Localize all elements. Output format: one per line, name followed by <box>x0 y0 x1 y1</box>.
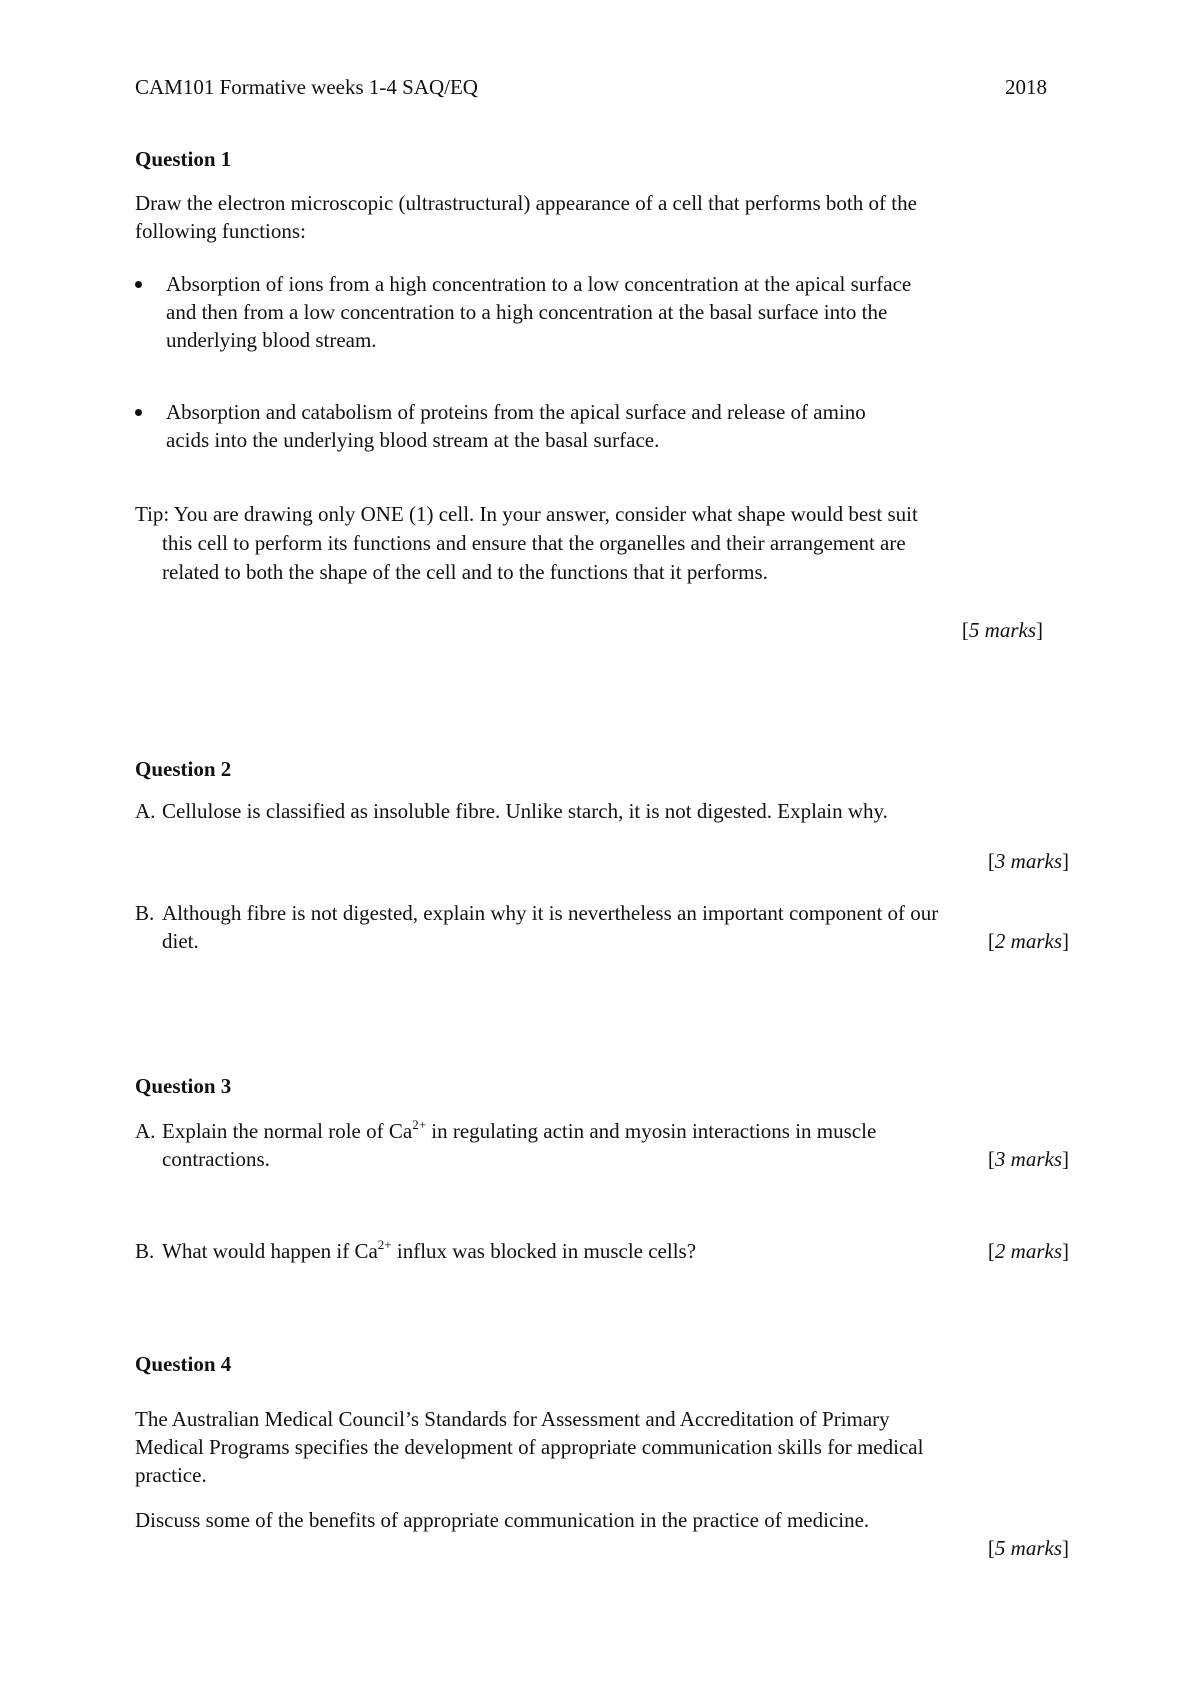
question-2-part-b-marks: [2 marks] <box>987 929 1069 953</box>
part-a-line-1: Explain the normal role of $Ca^{2+}$ in regulating actin and myosin interactions in muscle <box>162 1117 877 1143</box>
question-4-marks: [5 marks] <box>987 1536 1069 1560</box>
question-1-tip-line-3: related to both the shape of the cell and to the functions that it performs. <box>162 560 768 584</box>
year-header: 2018 <box>1005 75 1047 99</box>
part-a-letter: A. <box>135 799 156 823</box>
part-b-line-1: Although fibre is not digested, explain why it is nevertheless an important component of our <box>162 901 939 925</box>
question-4-title: Question 4 <box>135 1352 232 1376</box>
bullet-1-line-3: underlying blood stream. <box>166 328 377 352</box>
question-2-part-a-marks: [3 marks] <box>987 849 1069 873</box>
bullet-icon <box>135 409 142 416</box>
part-a-line-2: contractions. <box>162 1147 270 1171</box>
question-3-title: Question 3 <box>135 1074 232 1098</box>
question-3-part-b <box>135 1237 895 1267</box>
part-a-letter: A. <box>135 1119 156 1143</box>
question-3-part-a <box>135 1117 1075 1177</box>
question-4-para-1-line-1: The Australian Medical Council’s Standards for Assessment and Accreditation of Primary <box>135 1407 890 1431</box>
question-2-part-a <box>135 797 1075 827</box>
question-2-title: Question 2 <box>135 757 232 781</box>
question-1-intro-line-2: following functions: <box>135 219 306 243</box>
question-4-para-1-line-2: Medical Programs specifies the development of appropriate communication skills for medical <box>135 1435 924 1459</box>
part-b-letter: B. <box>135 901 155 925</box>
question-1-marks: [5 marks] <box>961 618 1043 642</box>
course-header: CAM101 Formative weeks 1-4 SAQ/EQ <box>135 75 478 99</box>
bullet-2-line-1: Absorption and catabolism of proteins from the apical surface and release of amino <box>166 400 866 424</box>
question-4-para-1-line-3: practice. <box>135 1463 207 1487</box>
question-1-tip-line-1: Tip: You are drawing only ONE (1) cell. In your answer, consider what shape would best suit <box>135 502 918 526</box>
question-3-part-b-marks: [2 marks] <box>987 1239 1069 1263</box>
question-2-part-b <box>135 899 1075 959</box>
question-1-bullet-1 <box>135 270 1055 360</box>
bullet-2-line-2: acids into the underlying blood stream at the basal surface. <box>166 428 660 452</box>
part-b-text: What would happen if $Ca^{2+}$ influx was blocked in muscle cells? <box>162 1237 697 1263</box>
part-b-letter: B. <box>135 1239 155 1263</box>
question-1-tip-line-2: this cell to perform its functions and ensure that the organelles and their arrangement are <box>162 531 906 555</box>
bullet-1-line-2: and then from a low concentration to a high concentration at the basal surface into the <box>166 300 888 324</box>
question-1-intro-line-1: Draw the electron microscopic (ultrastructural) appearance of a cell that performs both of the <box>135 191 917 215</box>
bullet-icon <box>135 281 142 288</box>
part-b-line-2: diet. <box>162 929 199 953</box>
question-1-title: Question 1 <box>135 147 232 171</box>
question-3-part-a-marks: [3 marks] <box>987 1147 1069 1171</box>
part-a-text: Cellulose is classified as insoluble fibre. Unlike starch, it is not digested. Explain why. <box>162 799 888 823</box>
bullet-1-line-1: Absorption of ions from a high concentration to a low concentration at the apical surface <box>166 272 912 296</box>
question-1-bullet-2 <box>135 398 1055 458</box>
question-4-para-2: Discuss some of the benefits of appropriate communication in the practice of medicine. <box>135 1508 870 1532</box>
